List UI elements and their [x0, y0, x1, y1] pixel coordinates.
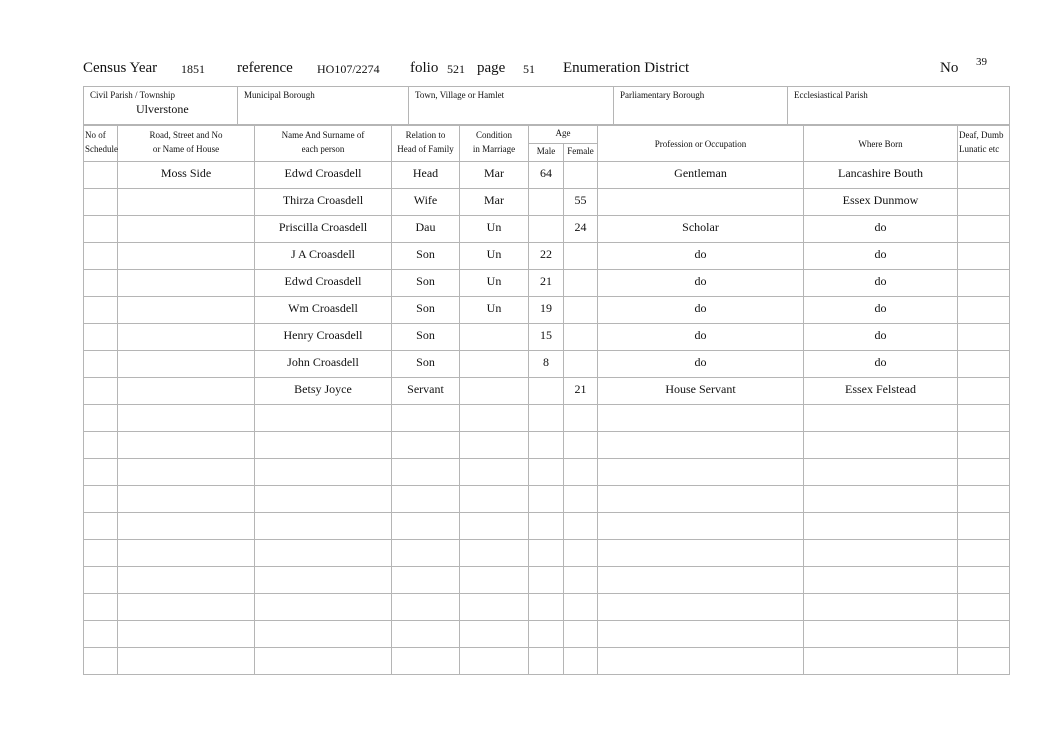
table-row: [84, 189, 1010, 216]
cell-male: 8: [529, 351, 564, 378]
cell-relation: Dau: [392, 216, 460, 243]
no-label: No: [940, 60, 959, 76]
col-header-age-label: Age: [555, 128, 571, 138]
cell-male: 21: [529, 270, 564, 297]
cell-schedule: [84, 297, 118, 324]
col-header-condition: [460, 126, 529, 162]
cell-schedule: [84, 189, 118, 216]
cell-deaf: [958, 351, 1010, 378]
cell-schedule: [84, 324, 118, 351]
cell-relation: Son: [392, 297, 460, 324]
civil-parish-cell: [84, 87, 238, 125]
cell-name: [255, 621, 392, 648]
cell-schedule: [84, 594, 118, 621]
cell-born: do: [804, 324, 958, 351]
cell-road: [118, 621, 255, 648]
cell-profession: [598, 405, 804, 432]
cell-deaf: [958, 648, 1010, 675]
cell-profession: do: [598, 243, 804, 270]
town-village-label: Town, Village or Hamlet: [415, 90, 505, 100]
col-header-road: [118, 126, 255, 162]
cell-relation: Servant: [392, 378, 460, 405]
cell-born: [804, 459, 958, 486]
cell-relation: [392, 513, 460, 540]
cell-deaf: [958, 378, 1010, 405]
cell-male: [529, 216, 564, 243]
cell-male: [529, 648, 564, 675]
cell-profession: [598, 621, 804, 648]
no-value: 39: [976, 56, 987, 68]
cell-born: [804, 432, 958, 459]
cell-road: [118, 324, 255, 351]
cell-schedule: [84, 270, 118, 297]
cell-deaf: [958, 594, 1010, 621]
cell-profession: House Servant: [598, 378, 804, 405]
cell-condition: Un: [460, 216, 529, 243]
cell-profession: Scholar: [598, 216, 804, 243]
cell-name: [255, 486, 392, 513]
col-header-female-label: Female: [567, 146, 594, 156]
ecclesiastical-parish-cell: [788, 87, 1010, 125]
cell-relation: [392, 540, 460, 567]
cell-male: [529, 567, 564, 594]
cell-schedule: [84, 432, 118, 459]
cell-female: [564, 594, 598, 621]
cell-deaf: [958, 540, 1010, 567]
cell-name: Edwd Croasdell: [255, 270, 392, 297]
folio-label: folio: [410, 60, 439, 76]
cell-profession: [598, 513, 804, 540]
cell-schedule: [84, 351, 118, 378]
cell-male: 15: [529, 324, 564, 351]
col-header-road-line2: or Name of House: [152, 144, 220, 154]
cell-name: Henry Croasdell: [255, 324, 392, 351]
col-header-road-line1: Road, Street and No: [149, 130, 223, 140]
cell-male: [529, 459, 564, 486]
cell-condition: Mar: [460, 189, 529, 216]
cell-deaf: [958, 486, 1010, 513]
cell-relation: [392, 432, 460, 459]
cell-female: [564, 621, 598, 648]
col-header-deaf-line1: Deaf, Dumb: [959, 130, 1004, 140]
table-row: [84, 513, 1010, 540]
cell-schedule: [84, 513, 118, 540]
table-row: [84, 594, 1010, 621]
cell-born: [804, 486, 958, 513]
cell-relation: [392, 648, 460, 675]
town-village-cell: [409, 87, 614, 125]
cell-female: [564, 513, 598, 540]
col-header-born-label: Where Born: [858, 138, 903, 149]
cell-condition: [460, 486, 529, 513]
cell-male: 19: [529, 297, 564, 324]
cell-name: Priscilla Croasdell: [255, 216, 392, 243]
cell-female: [564, 270, 598, 297]
cell-schedule: [84, 540, 118, 567]
cell-name: [255, 405, 392, 432]
cell-born: do: [804, 297, 958, 324]
cell-name: John Croasdell: [255, 351, 392, 378]
cell-name: Wm Croasdell: [255, 297, 392, 324]
cell-road: [118, 513, 255, 540]
civil-parish-label: Civil Parish / Township: [90, 90, 175, 100]
col-header-condition-line1: Condition: [475, 130, 512, 140]
cell-born: do: [804, 216, 958, 243]
table-row: [84, 432, 1010, 459]
cell-condition: Un: [460, 270, 529, 297]
cell-profession: [598, 189, 804, 216]
cell-profession: [598, 486, 804, 513]
col-header-name: [255, 126, 392, 162]
cell-name: [255, 540, 392, 567]
cell-schedule: [84, 567, 118, 594]
cell-male: [529, 378, 564, 405]
cell-deaf: [958, 189, 1010, 216]
cell-female: [564, 162, 598, 189]
folio-value: 521: [447, 62, 465, 76]
cell-female: 21: [564, 378, 598, 405]
table-row: [84, 621, 1010, 648]
cell-condition: [460, 459, 529, 486]
parliamentary-borough-cell: [614, 87, 788, 125]
cell-condition: Un: [460, 243, 529, 270]
civil-parish-value: Ulverstone: [136, 102, 189, 116]
cell-condition: [460, 351, 529, 378]
cell-deaf: [958, 621, 1010, 648]
col-header-name-line1: Name And Surname of: [281, 130, 365, 140]
cell-female: 24: [564, 216, 598, 243]
cell-schedule: [84, 459, 118, 486]
cell-profession: [598, 432, 804, 459]
cell-condition: [460, 540, 529, 567]
cell-relation: Son: [392, 351, 460, 378]
cell-profession: [598, 648, 804, 675]
cell-born: [804, 594, 958, 621]
cell-born: Essex Dunmow: [804, 189, 958, 216]
col-header-relation-line2: Head of Family: [397, 144, 454, 154]
cell-profession: do: [598, 297, 804, 324]
table-row: [84, 540, 1010, 567]
cell-relation: [392, 567, 460, 594]
cell-road: [118, 486, 255, 513]
cell-name: [255, 432, 392, 459]
cell-road: [118, 594, 255, 621]
cell-female: [564, 486, 598, 513]
cell-condition: [460, 405, 529, 432]
cell-condition: [460, 648, 529, 675]
cell-born: do: [804, 243, 958, 270]
cell-condition: Un: [460, 297, 529, 324]
cell-born: Lancashire Bouth: [804, 162, 958, 189]
col-header-deaf: [958, 126, 1010, 162]
enumeration-district-label: Enumeration District: [563, 60, 690, 76]
cell-profession: [598, 540, 804, 567]
cell-female: [564, 297, 598, 324]
page-value: 51: [523, 62, 535, 76]
cell-name: Betsy Joyce: [255, 378, 392, 405]
col-header-condition-line2: in Marriage: [472, 144, 516, 154]
table-row: [84, 216, 1010, 243]
col-header-name-line2: each person: [301, 144, 345, 154]
cell-relation: Wife: [392, 189, 460, 216]
col-header-relation: [392, 126, 460, 162]
cell-female: [564, 459, 598, 486]
col-header-age: [529, 126, 598, 144]
cell-deaf: [958, 297, 1010, 324]
cell-born: Essex Felstead: [804, 378, 958, 405]
cell-schedule: [84, 486, 118, 513]
col-header-female: [564, 144, 598, 162]
cell-road: [118, 459, 255, 486]
parish-info-table: [83, 86, 1010, 125]
cell-born: [804, 405, 958, 432]
cell-male: [529, 432, 564, 459]
col-header-profession-label: Profession or Occupation: [654, 138, 747, 149]
table-row: [84, 270, 1010, 297]
cell-profession: Gentleman: [598, 162, 804, 189]
cell-female: [564, 648, 598, 675]
cell-male: [529, 189, 564, 216]
cell-road: [118, 378, 255, 405]
parliamentary-borough-label: Parliamentary Borough: [620, 90, 705, 100]
cell-condition: [460, 513, 529, 540]
table-row: [84, 243, 1010, 270]
cell-male: 22: [529, 243, 564, 270]
col-header-male-label: Male: [536, 146, 556, 156]
cell-profession: do: [598, 270, 804, 297]
cell-male: [529, 513, 564, 540]
table-row: [84, 648, 1010, 675]
page-label: page: [477, 60, 506, 76]
cell-schedule: [84, 243, 118, 270]
cell-condition: [460, 621, 529, 648]
col-header-schedule-line2: Schedule: [85, 144, 118, 154]
col-header-schedule: [84, 126, 118, 162]
cell-male: [529, 405, 564, 432]
cell-road: [118, 540, 255, 567]
cell-condition: [460, 378, 529, 405]
census-year-value: 1851: [181, 62, 205, 76]
cell-deaf: [958, 405, 1010, 432]
cell-born: [804, 567, 958, 594]
cell-condition: [460, 594, 529, 621]
col-header-born: [804, 126, 958, 162]
cell-road: [118, 405, 255, 432]
table-row: [84, 567, 1010, 594]
table-row: [84, 378, 1010, 405]
cell-deaf: [958, 324, 1010, 351]
cell-name: [255, 648, 392, 675]
cell-female: [564, 351, 598, 378]
cell-name: [255, 459, 392, 486]
cell-name: [255, 513, 392, 540]
cell-deaf: [958, 459, 1010, 486]
cell-male: [529, 486, 564, 513]
cell-relation: [392, 621, 460, 648]
cell-name: [255, 567, 392, 594]
cell-name: Thirza Croasdell: [255, 189, 392, 216]
table-row: [84, 162, 1010, 189]
cell-born: do: [804, 351, 958, 378]
cell-deaf: [958, 270, 1010, 297]
cell-name: J A Croasdell: [255, 243, 392, 270]
col-header-relation-line1: Relation to: [405, 130, 446, 140]
cell-schedule: [84, 405, 118, 432]
table-row: [84, 459, 1010, 486]
cell-profession: do: [598, 351, 804, 378]
cell-condition: [460, 324, 529, 351]
cell-road: [118, 270, 255, 297]
cell-deaf: [958, 162, 1010, 189]
reference-value: HO107/2274: [317, 62, 380, 76]
cell-schedule: [84, 378, 118, 405]
cell-profession: [598, 594, 804, 621]
cell-condition: [460, 567, 529, 594]
cell-name: Edwd Croasdell: [255, 162, 392, 189]
reference-label: reference: [237, 60, 293, 76]
cell-relation: Son: [392, 270, 460, 297]
cell-female: [564, 405, 598, 432]
cell-born: [804, 648, 958, 675]
cell-road: [118, 432, 255, 459]
col-header-schedule-line1: No of: [85, 130, 106, 140]
cell-deaf: [958, 567, 1010, 594]
cell-road: [118, 216, 255, 243]
cell-condition: [460, 432, 529, 459]
cell-male: [529, 540, 564, 567]
table-row: [84, 297, 1010, 324]
municipal-borough-cell: [238, 87, 409, 125]
municipal-borough-label: Municipal Borough: [244, 90, 315, 100]
cell-deaf: [958, 432, 1010, 459]
cell-deaf: [958, 513, 1010, 540]
col-header-deaf-line2: Lunatic etc: [959, 144, 1000, 154]
cell-deaf: [958, 216, 1010, 243]
cell-relation: Son: [392, 324, 460, 351]
cell-male: [529, 594, 564, 621]
cell-road: [118, 189, 255, 216]
cell-profession: [598, 567, 804, 594]
cell-schedule: [84, 216, 118, 243]
cell-profession: [598, 459, 804, 486]
cell-road: [118, 297, 255, 324]
census-table: [83, 125, 1010, 675]
cell-born: [804, 540, 958, 567]
cell-female: 55: [564, 189, 598, 216]
table-row: [84, 486, 1010, 513]
cell-born: [804, 513, 958, 540]
cell-road: [118, 567, 255, 594]
cell-schedule: [84, 621, 118, 648]
cell-male: [529, 621, 564, 648]
cell-relation: [392, 594, 460, 621]
col-header-profession: [598, 126, 804, 162]
cell-female: [564, 567, 598, 594]
cell-relation: Head: [392, 162, 460, 189]
cell-female: [564, 432, 598, 459]
cell-female: [564, 540, 598, 567]
cell-born: do: [804, 270, 958, 297]
cell-condition: Mar: [460, 162, 529, 189]
census-body: [84, 162, 1010, 675]
cell-road: [118, 648, 255, 675]
census-year-label: Census Year: [83, 60, 158, 76]
cell-road: [118, 243, 255, 270]
cell-relation: [392, 486, 460, 513]
table-row: [84, 405, 1010, 432]
cell-road: Moss Side: [118, 162, 255, 189]
cell-profession: do: [598, 324, 804, 351]
table-row: [84, 351, 1010, 378]
ecclesiastical-parish-label: Ecclesiastical Parish: [794, 90, 868, 100]
cell-relation: [392, 405, 460, 432]
cell-deaf: [958, 243, 1010, 270]
cell-relation: [392, 459, 460, 486]
cell-relation: Son: [392, 243, 460, 270]
cell-road: [118, 351, 255, 378]
cell-schedule: [84, 648, 118, 675]
cell-born: [804, 621, 958, 648]
cell-name: [255, 594, 392, 621]
cell-female: [564, 243, 598, 270]
col-header-male: [529, 144, 564, 162]
table-row: [84, 324, 1010, 351]
cell-female: [564, 324, 598, 351]
cell-schedule: [84, 162, 118, 189]
cell-male: 64: [529, 162, 564, 189]
